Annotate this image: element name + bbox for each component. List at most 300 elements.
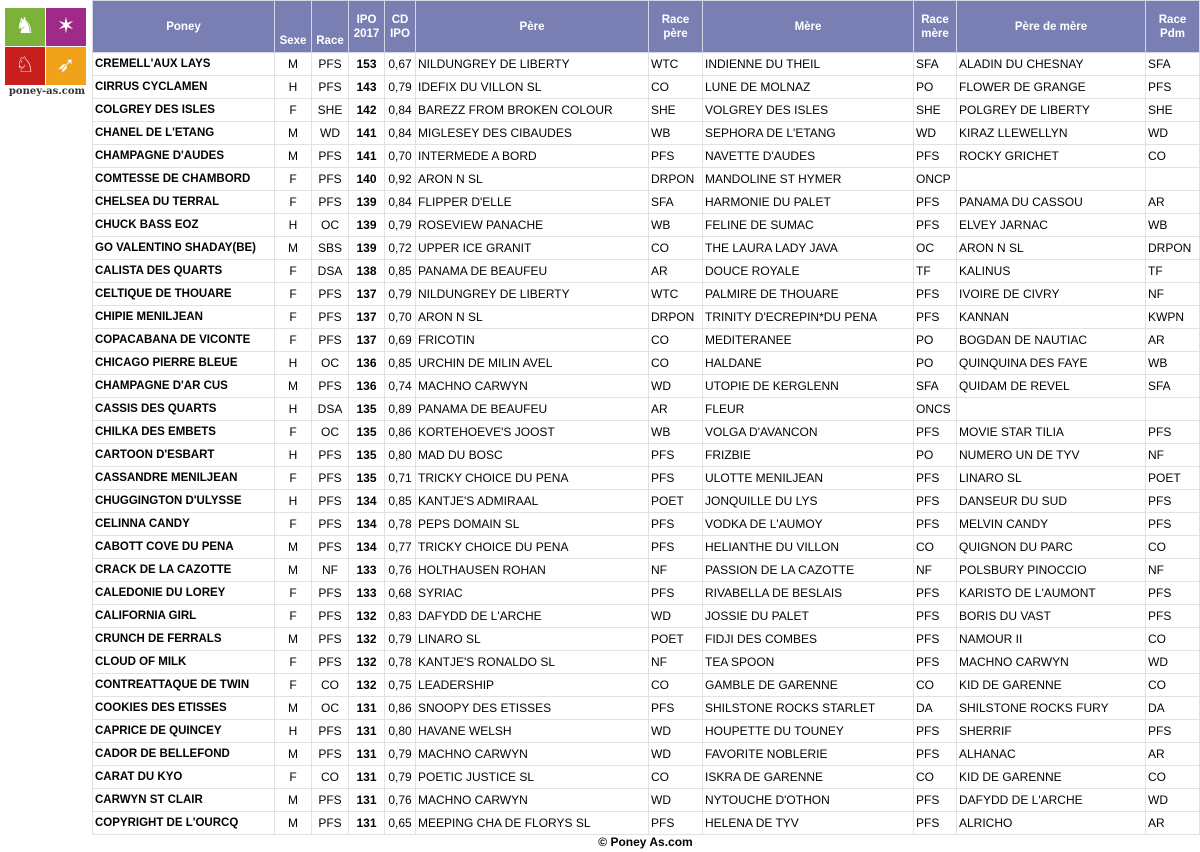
cell-race: PFS <box>312 329 349 352</box>
col-header-pere: Père <box>416 1 649 53</box>
cell-mere: FIDJI DES COMBES <box>703 628 914 651</box>
col-header-race-mere: Race mère <box>914 1 957 53</box>
cell-pere: INTERMEDE A BORD <box>416 145 649 168</box>
cell-ipo: 132 <box>349 605 385 628</box>
cell-cd-ipo: 0,84 <box>385 122 416 145</box>
table-row <box>93 513 1200 536</box>
cell-race: PFS <box>312 375 349 398</box>
cell-sexe: M <box>275 145 312 168</box>
cell-race-pdm <box>1146 168 1200 191</box>
cell-race-pere: WB <box>649 421 703 444</box>
table-row <box>93 720 1200 743</box>
cell-cd-ipo: 0,86 <box>385 421 416 444</box>
cell-pere: UPPER ICE GRANIT <box>416 237 649 260</box>
cell-cd-ipo: 0,77 <box>385 536 416 559</box>
cell-race-mere: CO <box>914 536 957 559</box>
cell-poney: CAPRICE DE QUINCEY <box>93 720 275 743</box>
cell-race: PFS <box>312 53 349 76</box>
cell-race: PFS <box>312 743 349 766</box>
cell-poney: CHAMPAGNE D'AR CUS <box>93 375 275 398</box>
cell-pere: PANAMA DE BEAUFEU <box>416 398 649 421</box>
cell-race-pere: AR <box>649 398 703 421</box>
cell-sexe: H <box>275 352 312 375</box>
cell-race-mere: ONCP <box>914 168 957 191</box>
cell-sexe: F <box>275 283 312 306</box>
cell-ipo: 131 <box>349 789 385 812</box>
cell-race: PFS <box>312 76 349 99</box>
cell-sexe: F <box>275 99 312 122</box>
col-header-ipo: IPO 2017 <box>349 1 385 53</box>
cell-cd-ipo: 0,84 <box>385 191 416 214</box>
cell-pere: PEPS DOMAIN SL <box>416 513 649 536</box>
cell-race-pere: PFS <box>649 513 703 536</box>
table-row <box>93 651 1200 674</box>
cell-sexe: F <box>275 329 312 352</box>
cell-race-mere: CO <box>914 766 957 789</box>
cell-race-pere: CO <box>649 352 703 375</box>
cell-ipo: 137 <box>349 329 385 352</box>
cell-race-pere: WD <box>649 789 703 812</box>
cell-pere-de-mere: DAFYDD DE L'ARCHE <box>957 789 1146 812</box>
cell-race: PFS <box>312 168 349 191</box>
cell-mere: SHILSTONE ROCKS STARLET <box>703 697 914 720</box>
cell-race-pere: NF <box>649 651 703 674</box>
cell-mere: HOUPETTE DU TOUNEY <box>703 720 914 743</box>
cell-ipo: 141 <box>349 122 385 145</box>
cell-race-pere: PFS <box>649 467 703 490</box>
cell-race-pdm: SFA <box>1146 53 1200 76</box>
cell-poney: CIRRUS CYCLAMEN <box>93 76 275 99</box>
cell-race-pdm: WB <box>1146 352 1200 375</box>
cell-pere: MACHNO CARWYN <box>416 375 649 398</box>
col-header-cd-ipo: CD IPO <box>385 1 416 53</box>
cell-ipo: 131 <box>349 743 385 766</box>
cell-race-pere: WD <box>649 605 703 628</box>
table-row <box>93 789 1200 812</box>
cell-sexe: H <box>275 490 312 513</box>
cell-pere: LINARO SL <box>416 628 649 651</box>
cell-sexe: F <box>275 306 312 329</box>
cell-race: PFS <box>312 306 349 329</box>
cell-poney: CLOUD OF MILK <box>93 651 275 674</box>
cell-mere: TRINITY D'ECREPIN*DU PENA <box>703 306 914 329</box>
table-row <box>93 490 1200 513</box>
cell-pere: FLIPPER D'ELLE <box>416 191 649 214</box>
cell-race-mere: PFS <box>914 513 957 536</box>
cell-race-mere: OC <box>914 237 957 260</box>
cell-race-pere: WD <box>649 720 703 743</box>
cell-mere: RIVABELLA DE BESLAIS <box>703 582 914 605</box>
cell-poney: CHAMPAGNE D'AUDES <box>93 145 275 168</box>
cell-race-pdm: KWPN <box>1146 306 1200 329</box>
cell-race: PFS <box>312 605 349 628</box>
cell-poney: CABOTT COVE DU PENA <box>93 536 275 559</box>
cell-race: PFS <box>312 789 349 812</box>
cell-race-pdm: SHE <box>1146 99 1200 122</box>
cell-poney: COPYRIGHT DE L'OURCQ <box>93 812 275 835</box>
cell-ipo: 131 <box>349 720 385 743</box>
cell-mere: NYTOUCHE D'OTHON <box>703 789 914 812</box>
cell-pere-de-mere: QUIGNON DU PARC <box>957 536 1146 559</box>
cell-race-pdm: PFS <box>1146 605 1200 628</box>
cell-race-pdm: WD <box>1146 789 1200 812</box>
cell-pere: MAD DU BOSC <box>416 444 649 467</box>
cell-pere-de-mere: ALHANAC <box>957 743 1146 766</box>
cell-race: CO <box>312 766 349 789</box>
cell-race-pere: PFS <box>649 812 703 835</box>
cell-race-pdm: AR <box>1146 812 1200 835</box>
cell-pere: MEEPING CHA DE FLORYS SL <box>416 812 649 835</box>
cell-race-mere: DA <box>914 697 957 720</box>
cell-ipo: 132 <box>349 674 385 697</box>
cell-ipo: 134 <box>349 490 385 513</box>
cell-poney: CARTOON D'ESBART <box>93 444 275 467</box>
cell-pere-de-mere: POLGREY DE LIBERTY <box>957 99 1146 122</box>
col-header-race-pere: Race père <box>649 1 703 53</box>
cell-cd-ipo: 0,83 <box>385 605 416 628</box>
logo-tile-red: ♘ <box>5 47 45 85</box>
cell-race: PFS <box>312 191 349 214</box>
table-row <box>93 76 1200 99</box>
cell-race: PFS <box>312 536 349 559</box>
cell-race-pdm: CO <box>1146 766 1200 789</box>
table-row <box>93 329 1200 352</box>
cell-poney: COMTESSE DE CHAMBORD <box>93 168 275 191</box>
cell-pere: FRICOTIN <box>416 329 649 352</box>
col-header-race: Race <box>312 1 349 53</box>
cell-cd-ipo: 0,78 <box>385 513 416 536</box>
cell-sexe: M <box>275 237 312 260</box>
cell-race-mere: NF <box>914 559 957 582</box>
cell-race: PFS <box>312 145 349 168</box>
table-row <box>93 375 1200 398</box>
cell-ipo: 142 <box>349 99 385 122</box>
table-row <box>93 398 1200 421</box>
cell-cd-ipo: 0,72 <box>385 237 416 260</box>
cell-race-pdm: PFS <box>1146 76 1200 99</box>
cell-pere: DAFYDD DE L'ARCHE <box>416 605 649 628</box>
cell-ipo: 137 <box>349 283 385 306</box>
cell-mere: UTOPIE DE KERGLENN <box>703 375 914 398</box>
cell-ipo: 134 <box>349 513 385 536</box>
cell-race: OC <box>312 352 349 375</box>
cell-pere-de-mere: ALADIN DU CHESNAY <box>957 53 1146 76</box>
cell-pere: HAVANE WELSH <box>416 720 649 743</box>
table-row <box>93 536 1200 559</box>
cell-ipo: 141 <box>349 145 385 168</box>
cell-race-mere: WD <box>914 122 957 145</box>
cell-poney: CHILKA DES EMBETS <box>93 421 275 444</box>
cell-cd-ipo: 0,75 <box>385 674 416 697</box>
cell-ipo: 140 <box>349 168 385 191</box>
cell-pere: HOLTHAUSEN ROHAN <box>416 559 649 582</box>
cell-ipo: 139 <box>349 191 385 214</box>
cell-race-pere: POET <box>649 628 703 651</box>
cell-race-pdm: AR <box>1146 329 1200 352</box>
table-row <box>93 99 1200 122</box>
cell-poney: CALEDONIE DU LOREY <box>93 582 275 605</box>
cell-race-pdm: PFS <box>1146 490 1200 513</box>
cell-cd-ipo: 0,78 <box>385 651 416 674</box>
cell-cd-ipo: 0,85 <box>385 352 416 375</box>
copyright-footer: © Poney As.com <box>598 835 693 849</box>
cell-cd-ipo: 0,79 <box>385 743 416 766</box>
cell-ipo: 138 <box>349 260 385 283</box>
cell-pere: KORTEHOEVE'S JOOST <box>416 421 649 444</box>
cell-race-pdm: POET <box>1146 467 1200 490</box>
cell-pere: LEADERSHIP <box>416 674 649 697</box>
cell-sexe: F <box>275 260 312 283</box>
cell-pere-de-mere: DANSEUR DU SUD <box>957 490 1146 513</box>
cell-pere-de-mere: FLOWER DE GRANGE <box>957 76 1146 99</box>
cell-poney: CREMELL'AUX LAYS <box>93 53 275 76</box>
cell-race-pere: PFS <box>649 536 703 559</box>
cell-sexe: F <box>275 582 312 605</box>
cell-sexe: F <box>275 168 312 191</box>
table-row <box>93 628 1200 651</box>
cell-cd-ipo: 0,76 <box>385 789 416 812</box>
cell-cd-ipo: 0,80 <box>385 444 416 467</box>
cell-mere: MEDITERANEE <box>703 329 914 352</box>
cell-pere: MACHNO CARWYN <box>416 789 649 812</box>
cell-pere-de-mere: MOVIE STAR TILIA <box>957 421 1146 444</box>
cell-race-mere: SFA <box>914 53 957 76</box>
cell-ipo: 139 <box>349 237 385 260</box>
cell-poney: CELTIQUE DE THOUARE <box>93 283 275 306</box>
table-row <box>93 605 1200 628</box>
cell-cd-ipo: 0,86 <box>385 697 416 720</box>
cell-pere-de-mere: QUIDAM DE REVEL <box>957 375 1146 398</box>
cell-ipo: 135 <box>349 398 385 421</box>
cell-sexe: M <box>275 375 312 398</box>
cell-pere-de-mere: NAMOUR II <box>957 628 1146 651</box>
cell-race-mere: SFA <box>914 375 957 398</box>
cell-mere: GAMBLE DE GARENNE <box>703 674 914 697</box>
table-row <box>93 214 1200 237</box>
table-row <box>93 559 1200 582</box>
table-row <box>93 743 1200 766</box>
cell-race-pdm: PFS <box>1146 720 1200 743</box>
cell-poney: CADOR DE BELLEFOND <box>93 743 275 766</box>
cell-race-pdm: WD <box>1146 122 1200 145</box>
cell-race-mere: PO <box>914 352 957 375</box>
cell-race-mere: ONCS <box>914 398 957 421</box>
cell-cd-ipo: 0,79 <box>385 628 416 651</box>
cell-race: PFS <box>312 812 349 835</box>
cell-race-pere: CO <box>649 674 703 697</box>
cell-pere: KANTJE'S ADMIRAAL <box>416 490 649 513</box>
col-header-poney: Poney <box>93 1 275 53</box>
ipo-ranking-table <box>92 0 1200 835</box>
cell-pere-de-mere: POLSBURY PINOCCIO <box>957 559 1146 582</box>
cell-race: PFS <box>312 720 349 743</box>
logo-tile-green: ♞ <box>5 8 45 46</box>
cell-race-pdm: AR <box>1146 743 1200 766</box>
table-row <box>93 122 1200 145</box>
cell-sexe: F <box>275 605 312 628</box>
cell-mere: HELENA DE TYV <box>703 812 914 835</box>
cell-cd-ipo: 0,85 <box>385 260 416 283</box>
cell-poney: CRUNCH DE FERRALS <box>93 628 275 651</box>
cell-cd-ipo: 0,92 <box>385 168 416 191</box>
cell-ipo: 136 <box>349 375 385 398</box>
cell-pere-de-mere: KALINUS <box>957 260 1146 283</box>
cell-cd-ipo: 0,89 <box>385 398 416 421</box>
cell-poney: CHICAGO PIERRE BLEUE <box>93 352 275 375</box>
cell-mere: HALDANE <box>703 352 914 375</box>
cell-pere: SNOOPY DES ETISSES <box>416 697 649 720</box>
cell-cd-ipo: 0,84 <box>385 99 416 122</box>
cell-race: CO <box>312 674 349 697</box>
cell-pere-de-mere <box>957 398 1146 421</box>
cell-ipo: 132 <box>349 651 385 674</box>
cell-race: OC <box>312 214 349 237</box>
cell-race-pdm: CO <box>1146 536 1200 559</box>
cell-race-pere: PFS <box>649 145 703 168</box>
cell-race-mere: PFS <box>914 421 957 444</box>
cell-pere: ARON N SL <box>416 168 649 191</box>
cell-pere: SYRIAC <box>416 582 649 605</box>
cell-sexe: M <box>275 628 312 651</box>
cell-ipo: 133 <box>349 559 385 582</box>
cell-race: PFS <box>312 513 349 536</box>
cell-race-mere: PFS <box>914 145 957 168</box>
cell-pere-de-mere: BORIS DU VAST <box>957 605 1146 628</box>
table-row <box>93 421 1200 444</box>
cell-pere-de-mere: KIRAZ LLEWELLYN <box>957 122 1146 145</box>
cell-sexe: H <box>275 444 312 467</box>
cell-race-mere: SHE <box>914 99 957 122</box>
col-header-race-pdm: Race Pdm <box>1146 1 1200 53</box>
cell-mere: THE LAURA LADY JAVA <box>703 237 914 260</box>
cell-race-pdm: SFA <box>1146 375 1200 398</box>
cell-mere: LUNE DE MOLNAZ <box>703 76 914 99</box>
cell-race-pdm: CO <box>1146 145 1200 168</box>
cell-race-mere: PFS <box>914 306 957 329</box>
cell-race-pdm: TF <box>1146 260 1200 283</box>
cell-poney: CALIFORNIA GIRL <box>93 605 275 628</box>
cell-mere: ISKRA DE GARENNE <box>703 766 914 789</box>
cell-sexe: H <box>275 76 312 99</box>
cell-sexe: F <box>275 467 312 490</box>
cell-cd-ipo: 0,85 <box>385 490 416 513</box>
cell-mere: FAVORITE NOBLERIE <box>703 743 914 766</box>
cell-pere-de-mere: KARISTO DE L'AUMONT <box>957 582 1146 605</box>
cell-race: PFS <box>312 467 349 490</box>
logo-tile-purple: ✶ <box>46 8 86 46</box>
cell-race-pdm: PFS <box>1146 582 1200 605</box>
cell-ipo: 132 <box>349 628 385 651</box>
cell-race-pere: CO <box>649 76 703 99</box>
cell-pere: POETIC JUSTICE SL <box>416 766 649 789</box>
cell-cd-ipo: 0,76 <box>385 559 416 582</box>
table-row <box>93 145 1200 168</box>
cell-race-pere: PFS <box>649 444 703 467</box>
cell-race-pere: AR <box>649 260 703 283</box>
cell-race-mere: PFS <box>914 789 957 812</box>
cell-sexe: M <box>275 812 312 835</box>
cell-mere: PALMIRE DE THOUARE <box>703 283 914 306</box>
cell-pere: IDEFIX DU VILLON SL <box>416 76 649 99</box>
cell-race-pdm: NF <box>1146 283 1200 306</box>
cell-race-pere: SHE <box>649 99 703 122</box>
cell-ipo: 143 <box>349 76 385 99</box>
cell-race-pere: PFS <box>649 582 703 605</box>
cell-sexe: F <box>275 674 312 697</box>
cell-cd-ipo: 0,79 <box>385 76 416 99</box>
cell-mere: INDIENNE DU THEIL <box>703 53 914 76</box>
cell-sexe: H <box>275 214 312 237</box>
cell-poney: CASSANDRE MENILJEAN <box>93 467 275 490</box>
cell-race-mere: PFS <box>914 191 957 214</box>
cell-race-mere: PFS <box>914 490 957 513</box>
cell-race-mere: PFS <box>914 743 957 766</box>
header-row <box>93 1 1200 53</box>
cell-sexe: M <box>275 789 312 812</box>
cell-pere-de-mere: SHERRIF <box>957 720 1146 743</box>
cell-pere: ROSEVIEW PANACHE <box>416 214 649 237</box>
cell-cd-ipo: 0,71 <box>385 467 416 490</box>
cell-pere-de-mere: KANNAN <box>957 306 1146 329</box>
cell-sexe: M <box>275 697 312 720</box>
cell-race-pdm: WB <box>1146 214 1200 237</box>
cell-mere: VOLGA D'AVANCON <box>703 421 914 444</box>
cell-race-pere: NF <box>649 559 703 582</box>
cell-race-pere: CO <box>649 237 703 260</box>
cell-pere: KANTJE'S RONALDO SL <box>416 651 649 674</box>
cell-race: PFS <box>312 490 349 513</box>
cell-cd-ipo: 0,69 <box>385 329 416 352</box>
cell-race-mere: PO <box>914 76 957 99</box>
cell-race: OC <box>312 697 349 720</box>
poney-as-logo <box>3 6 88 97</box>
cell-pere-de-mere: ARON N SL <box>957 237 1146 260</box>
cell-poney: GO VALENTINO SHADAY(BE) <box>93 237 275 260</box>
cell-sexe: M <box>275 559 312 582</box>
cell-race-pdm: PFS <box>1146 421 1200 444</box>
cell-poney: COOKIES DES ETISSES <box>93 697 275 720</box>
cell-mere: SEPHORA DE L'ETANG <box>703 122 914 145</box>
cell-poney: CHANEL DE L'ETANG <box>93 122 275 145</box>
cell-race-pere: PFS <box>649 697 703 720</box>
table-row <box>93 306 1200 329</box>
cell-race: OC <box>312 421 349 444</box>
cell-race-mere: PFS <box>914 812 957 835</box>
cell-mere: FRIZBIE <box>703 444 914 467</box>
cell-pere-de-mere: IVOIRE DE CIVRY <box>957 283 1146 306</box>
cell-pere-de-mere: ROCKY GRICHET <box>957 145 1146 168</box>
table-row <box>93 237 1200 260</box>
cell-sexe: M <box>275 53 312 76</box>
cell-race: PFS <box>312 628 349 651</box>
cell-race-pere: WD <box>649 743 703 766</box>
cell-pere-de-mere: QUINQUINA DES FAYE <box>957 352 1146 375</box>
cell-race: PFS <box>312 651 349 674</box>
cell-pere: MIGLESEY DES CIBAUDES <box>416 122 649 145</box>
cell-poney: CHUCK BASS EOZ <box>93 214 275 237</box>
cell-race-pdm: DRPON <box>1146 237 1200 260</box>
cell-poney: CELINNA CANDY <box>93 513 275 536</box>
cell-race: PFS <box>312 582 349 605</box>
cell-pere: TRICKY CHOICE DU PENA <box>416 536 649 559</box>
cell-race-pere: WD <box>649 375 703 398</box>
cell-race-pere: WB <box>649 214 703 237</box>
cell-race-pere: WTC <box>649 53 703 76</box>
cell-ipo: 134 <box>349 536 385 559</box>
cell-race-pdm: DA <box>1146 697 1200 720</box>
cell-mere: ULOTTE MENILJEAN <box>703 467 914 490</box>
cell-poney: CONTREATTAQUE DE TWIN <box>93 674 275 697</box>
